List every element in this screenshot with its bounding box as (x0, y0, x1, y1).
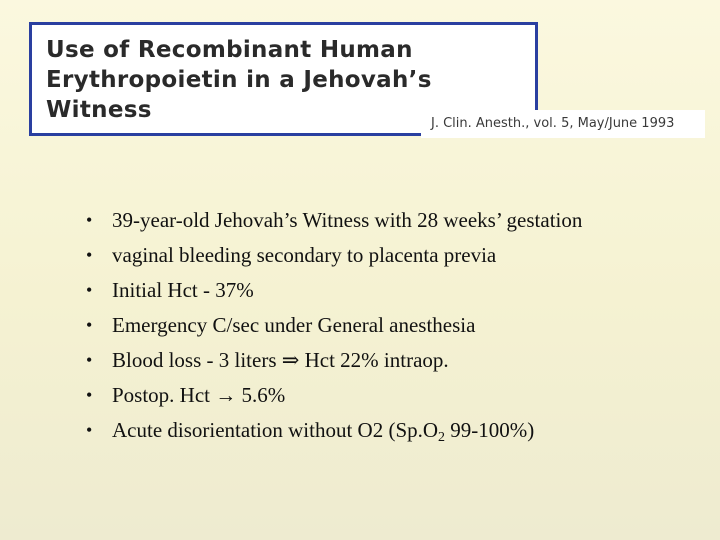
list-item-text: Blood loss - 3 liters ⇒ Hct 22% intraop. (112, 348, 449, 372)
article-title-line-3: Witness (46, 97, 152, 123)
list-item-text: 39-year-old Jehovah’s Witness with 28 weeks’ gestation (112, 208, 583, 232)
list-item (86, 343, 582, 378)
list-item (86, 308, 582, 343)
list-item-text: Postop. Hct → 5.6% (112, 383, 286, 407)
subscript-2: 2 (438, 430, 446, 445)
bullet-icon: • (86, 385, 93, 405)
list-item (86, 378, 582, 413)
list-item-text-prefix: Acute disorientation without O2 (Sp.O (112, 418, 439, 442)
list-item (86, 238, 582, 273)
bullet-icon: • (86, 315, 93, 335)
bullet-icon: • (86, 420, 93, 440)
journal-citation: J. Clin. Anesth., vol. 5, May/June 1993 (421, 110, 705, 138)
bullet-icon: • (86, 245, 93, 265)
list-item (86, 413, 582, 448)
bullet-icon: • (86, 280, 93, 300)
list-item-text (112, 418, 535, 445)
list-item (86, 273, 582, 308)
case-summary-list (86, 203, 582, 448)
list-item-text: vaginal bleeding secondary to placenta previa (112, 243, 497, 267)
bullet-icon: • (86, 350, 93, 370)
list-item-text-suffix: 99-100%) (445, 418, 535, 442)
list-item-text: Initial Hct - 37% (112, 278, 254, 302)
list-item-text: Emergency C/sec under General anesthesia (112, 313, 476, 337)
article-title (46, 35, 432, 125)
article-title-line-1: Use of Recombinant Human (46, 37, 413, 63)
article-title-line-2: Erythropoietin in a Jehovah’s (46, 67, 432, 93)
list-item (86, 203, 582, 238)
bullet-icon: • (86, 210, 93, 230)
